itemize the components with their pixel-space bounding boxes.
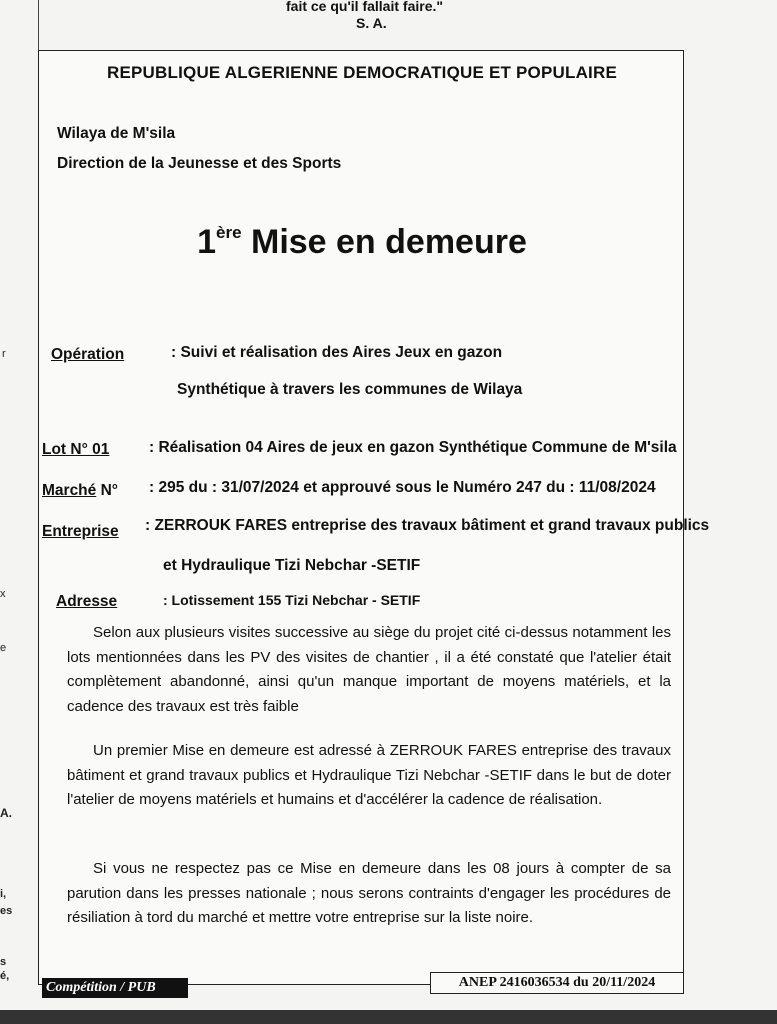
operation-label: Opération — [51, 346, 125, 363]
entreprise-value-line1: : ZERROUK FARES entreprise des travaux bâtiment et grand travaux publics — [145, 517, 710, 534]
body-paragraph-1: Selon aux plusieurs visites successive au siège du projet cité ci-dessus notamment les lots mentionnées dans les PV des visites de chantier , il a été constaté que l'atelier était complètement abandonné, ainsi qu'un manque important de moyens matériels, et la cadence des travaux est très faible — [67, 624, 671, 715]
lot-label: Lot N° 01 — [42, 441, 110, 458]
wilaya-line: Wilaya de M'sila — [57, 125, 176, 142]
margin-fragment: i, — [0, 888, 7, 900]
direction-line: Direction de la Jeunesse et des Sports — [57, 155, 342, 172]
margin-fragment: e — [0, 642, 7, 654]
margin-fragment: es — [0, 905, 13, 917]
column-rule — [38, 0, 39, 50]
operation-value-line2: Synthétique à travers les communes de Wilaya — [177, 381, 523, 398]
republic-header: REPUBLIQUE ALGERIENNE DEMOCRATIQUE ET POPULAIRE — [107, 63, 617, 82]
entreprise-value-line2: et Hydraulique Tizi Nebchar -SETIF — [163, 557, 421, 574]
body-paragraph-2: Un premier Mise en demeure est adressé à ZERROUK FARES entreprise des travaux bâtiment et grand travaux publics et Hydraulique Tizi Nebchar -SETIF dans le but de doter l'atelier de moyens matériels et humains et d'accélérer la cadence de réalisation. — [67, 742, 671, 808]
margin-fragment: s — [0, 956, 7, 968]
section-tag: Compétition / PUB — [42, 978, 188, 998]
operation-value-line1: : Suivi et réalisation des Aires Jeux en gazon — [171, 344, 503, 361]
page-bottom-edge — [0, 1010, 777, 1024]
margin-fragment: é, — [0, 970, 10, 982]
adresse-value: : Lotissement 155 Tizi Nebchar - SETIF — [163, 592, 421, 608]
previous-article-signature: S. A. — [356, 15, 387, 31]
notice-frame — [38, 50, 710, 985]
adresse-label: Adresse — [56, 593, 118, 610]
body-paragraph-3: Si vous ne respectez pas ce Mise en demeure dans les 08 jours à compter de sa parution dans les presses nationale ; nous serons contraints d'engager les procédures de résiliation à tord du marché et mettre votre entreprise sur la liste noire. — [67, 860, 671, 926]
entreprise-label: Entreprise — [42, 523, 119, 540]
margin-fragment: A. — [0, 806, 12, 820]
margin-fragment: x — [0, 588, 6, 600]
notice-title: 1ère Mise en demeure — [197, 223, 527, 261]
anep-reference: ANEP 2416036534 du 20/11/2024 — [430, 972, 684, 994]
margin-fragment: r — [2, 348, 6, 360]
previous-article-quote: fait ce qu'il fallait faire." — [286, 0, 444, 14]
marche-label: Marché N° — [42, 482, 118, 499]
lot-value: : Réalisation 04 Aires de jeux en gazon Synthétique Commune de M'sila — [149, 439, 677, 456]
marche-value: : 295 du : 31/07/2024 et approuvé sous le Numéro 247 du : 11/08/2024 — [149, 479, 656, 496]
